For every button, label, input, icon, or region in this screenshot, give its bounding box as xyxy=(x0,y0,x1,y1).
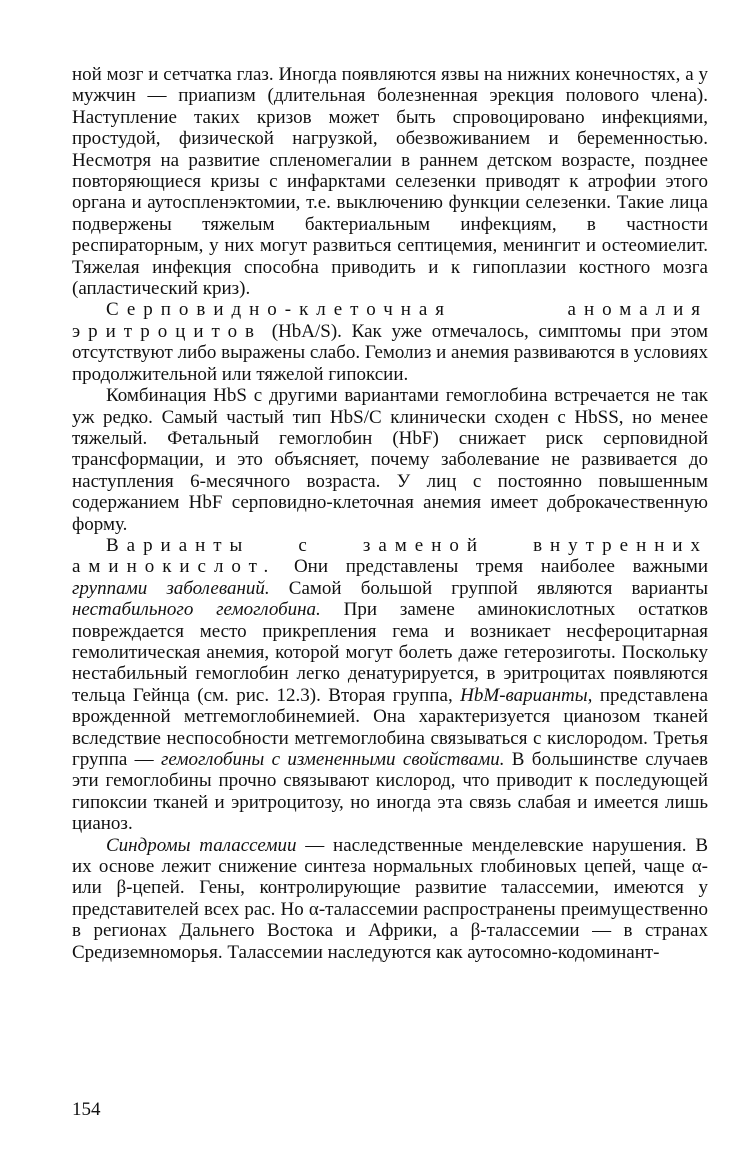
section-heading-sickle-trait: Серповидно-клеточная аномалия эритроцитов xyxy=(72,299,708,342)
paragraph-2 xyxy=(72,299,708,385)
paragraph-5-text: — наследственные менделевские нарушения. В их основе лежит снижение синтеза нормальных глобиновых цепей, чаще α- или β-цепей. Гены, контролирующие развитие талассемии, имеются у представителей всех рас. Но α-талассемии распространены преимущественно в регионах Дальнего Востока и Африки, а β-талассемии — в странах Средиземноморья. Талассемии наследуются как аутосомно-кодоминант- xyxy=(72,834,709,963)
paragraph-1 xyxy=(72,64,708,299)
paragraph-4-text-e: В большинстве случаев эти гемоглобины прочно связывают кислород, что приводит к последующей гипоксии тканей и эритроцитозу, но иногда эта связь слабая и имеется лишь цианоз. xyxy=(72,749,708,835)
italic-term-hbm-variants: HbM-варианты, xyxy=(460,684,593,706)
section-heading-internal-substitution: Варианты с заменой внутренних аминокислот. xyxy=(72,534,708,578)
paragraph-4-text-b: Самой большой группой являются варианты xyxy=(269,577,709,599)
paragraph-1-text: ной мозг и сетчатка глаз. Иногда появляются язвы на нижних конечностях, а у мужчин — приапизм (длительная болезненная эрекция полового члена). Наступление таких кризов может быть спровоцировано инфекциями, простудой, физической нагрузкой, обезвоживанием и беременностью. Несмотря на развитие спленомегалии в раннем детском возрасте, позднее повторяющиеся кризы с инфарктами селезенки приводят к атрофии этого органа и аутоспленэктомии, т.е. выключению функции селезенки. Такие лица подвержены тяжелым бактериальным инфекциям, в частности респираторным, у них могут развиться септицемия, менингит и остеомиелит. Тяжелая инфекция способна приводить и к гипоплазии костного мозга (апластический криз). xyxy=(72,64,708,300)
paragraph-2-text: (HbA/S). Как уже отмечалось, симптомы при этом отсутствуют либо выражены слабо. Гемолиз и анемия развиваются в условиях продолжительной или тяжелой гипоксии. xyxy=(72,320,708,385)
paragraph-4-text-c: При замене аминокислотных остатков повреждается место прикрепления гема и возникает несфероцитарная гемолитическая анемия, которой могут болеть даже гетерозиготы. Поскольку нестабильный гемоглобин легко денатурируется, в эритроцитах появляются тельца Гейнца (см. рис. 12.3). Вторая группа, xyxy=(72,599,709,706)
italic-term-disease-groups: группами заболеваний. xyxy=(72,577,270,599)
paragraph-3 xyxy=(72,385,708,535)
paragraph-3-text: Комбинация HbS с другими вариантами гемоглобина встречается не так уж редко. Самый частый тип HbS/C клинически сходен с HbSS, но менее тяжелый. Фетальный гемоглобин (HbF) снижает риск серповидной трансформации, и это объясняет, почему заболевание не развивается до наступления 6-месячного возраста. У лиц с постоянно повышенным содержанием HbF серповидно-клеточная анемия имеет доброкачественную форму. xyxy=(72,385,708,535)
paragraph-4 xyxy=(72,535,708,835)
italic-term-altered-hemoglobins: гемоглобины с измененными свойствами. xyxy=(160,749,505,770)
page-number: 154 xyxy=(72,1099,101,1120)
italic-term-unstable-hemoglobin: нестабильного гемоглобина. xyxy=(72,599,321,621)
paragraph-4-text-d: представлена врожденной метгемоглобинемией. Она характеризуется цианозом тканей вследствие неспособности метгемоглобина связываться с кислородом. Третья группа — xyxy=(72,684,709,770)
paragraph-5 xyxy=(72,835,708,963)
page-body xyxy=(72,64,708,963)
paragraph-4-text-a: Они представлены тремя наиболее важными xyxy=(276,556,708,578)
italic-term-thalassemia-syndromes: Синдромы талассемии xyxy=(106,834,297,856)
